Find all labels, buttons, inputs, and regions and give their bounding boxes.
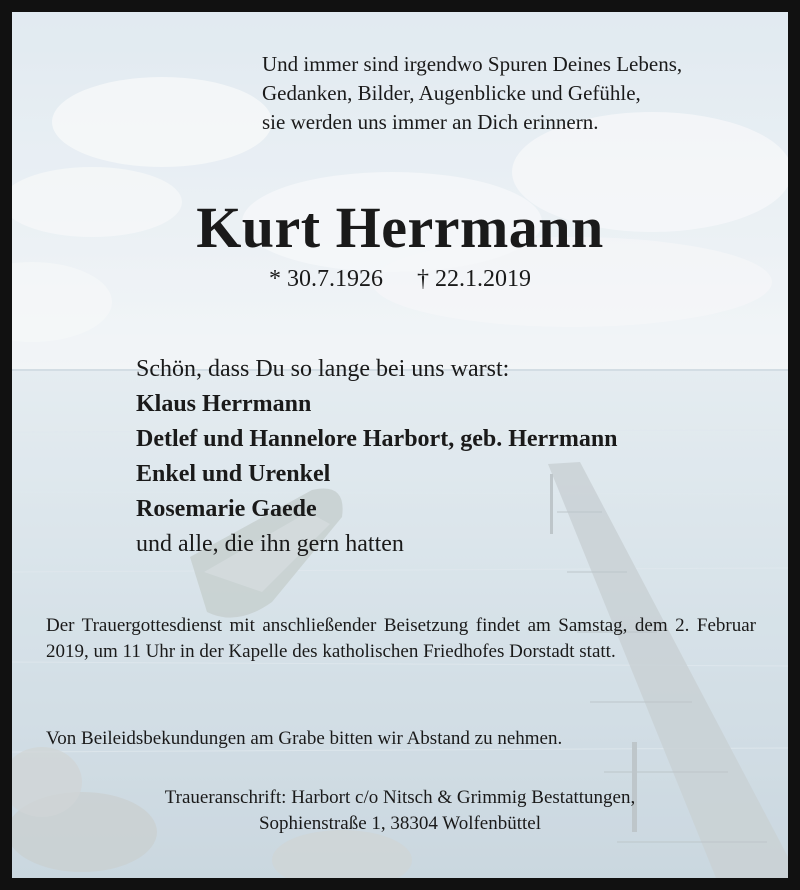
life-dates — [12, 264, 788, 294]
mourning-address — [12, 785, 788, 837]
mourner-name: Detlef und Hannelore Harbort, geb. Herrmann — [136, 426, 618, 452]
quote-line: Gedanken, Bilder, Augenblicke und Gefühle, — [262, 81, 641, 105]
address-line: Sophienstraße 1, 38304 Wolfenbüttel — [258, 813, 542, 834]
quote-line: Und immer sind irgendwo Spuren Deines Lebens, — [262, 52, 683, 76]
mourners-block — [136, 352, 618, 562]
mourners-intro: Schön, dass Du so lange bei uns warst: — [136, 356, 510, 382]
mourner-name: Enkel und Urenkel — [136, 461, 331, 487]
mourner-name: Rosemarie Gaede — [136, 496, 317, 522]
obituary-notice — [12, 12, 788, 878]
mourners-closing: und alle, die ihn gern hatten — [136, 531, 404, 557]
death-date: † 22.1.2019 — [417, 266, 531, 292]
quote-line: sie werden uns immer an Dich erinnern. — [262, 110, 599, 134]
memorial-quote — [262, 50, 682, 137]
birth-date: * 30.7.1926 — [269, 266, 383, 292]
mourner-name: Klaus Herrmann — [136, 391, 312, 417]
deceased-name: Kurt Herrmann — [196, 195, 604, 260]
address-line: Traueranschrift: Harbort c/o Nitsch & Grimmig Bestattungen, — [164, 787, 636, 808]
funeral-service-info: Der Trauergottesdienst mit anschließender Beisetzung findet am Samstag, dem 2. Februar 2019, um 11 Uhr in der Kapelle des katholischen Friedhofes Dorstadt statt. — [46, 615, 756, 662]
condolence-request: Von Beileidsbekundungen am Grabe bitten wir Abstand zu nehmen. — [46, 728, 563, 749]
